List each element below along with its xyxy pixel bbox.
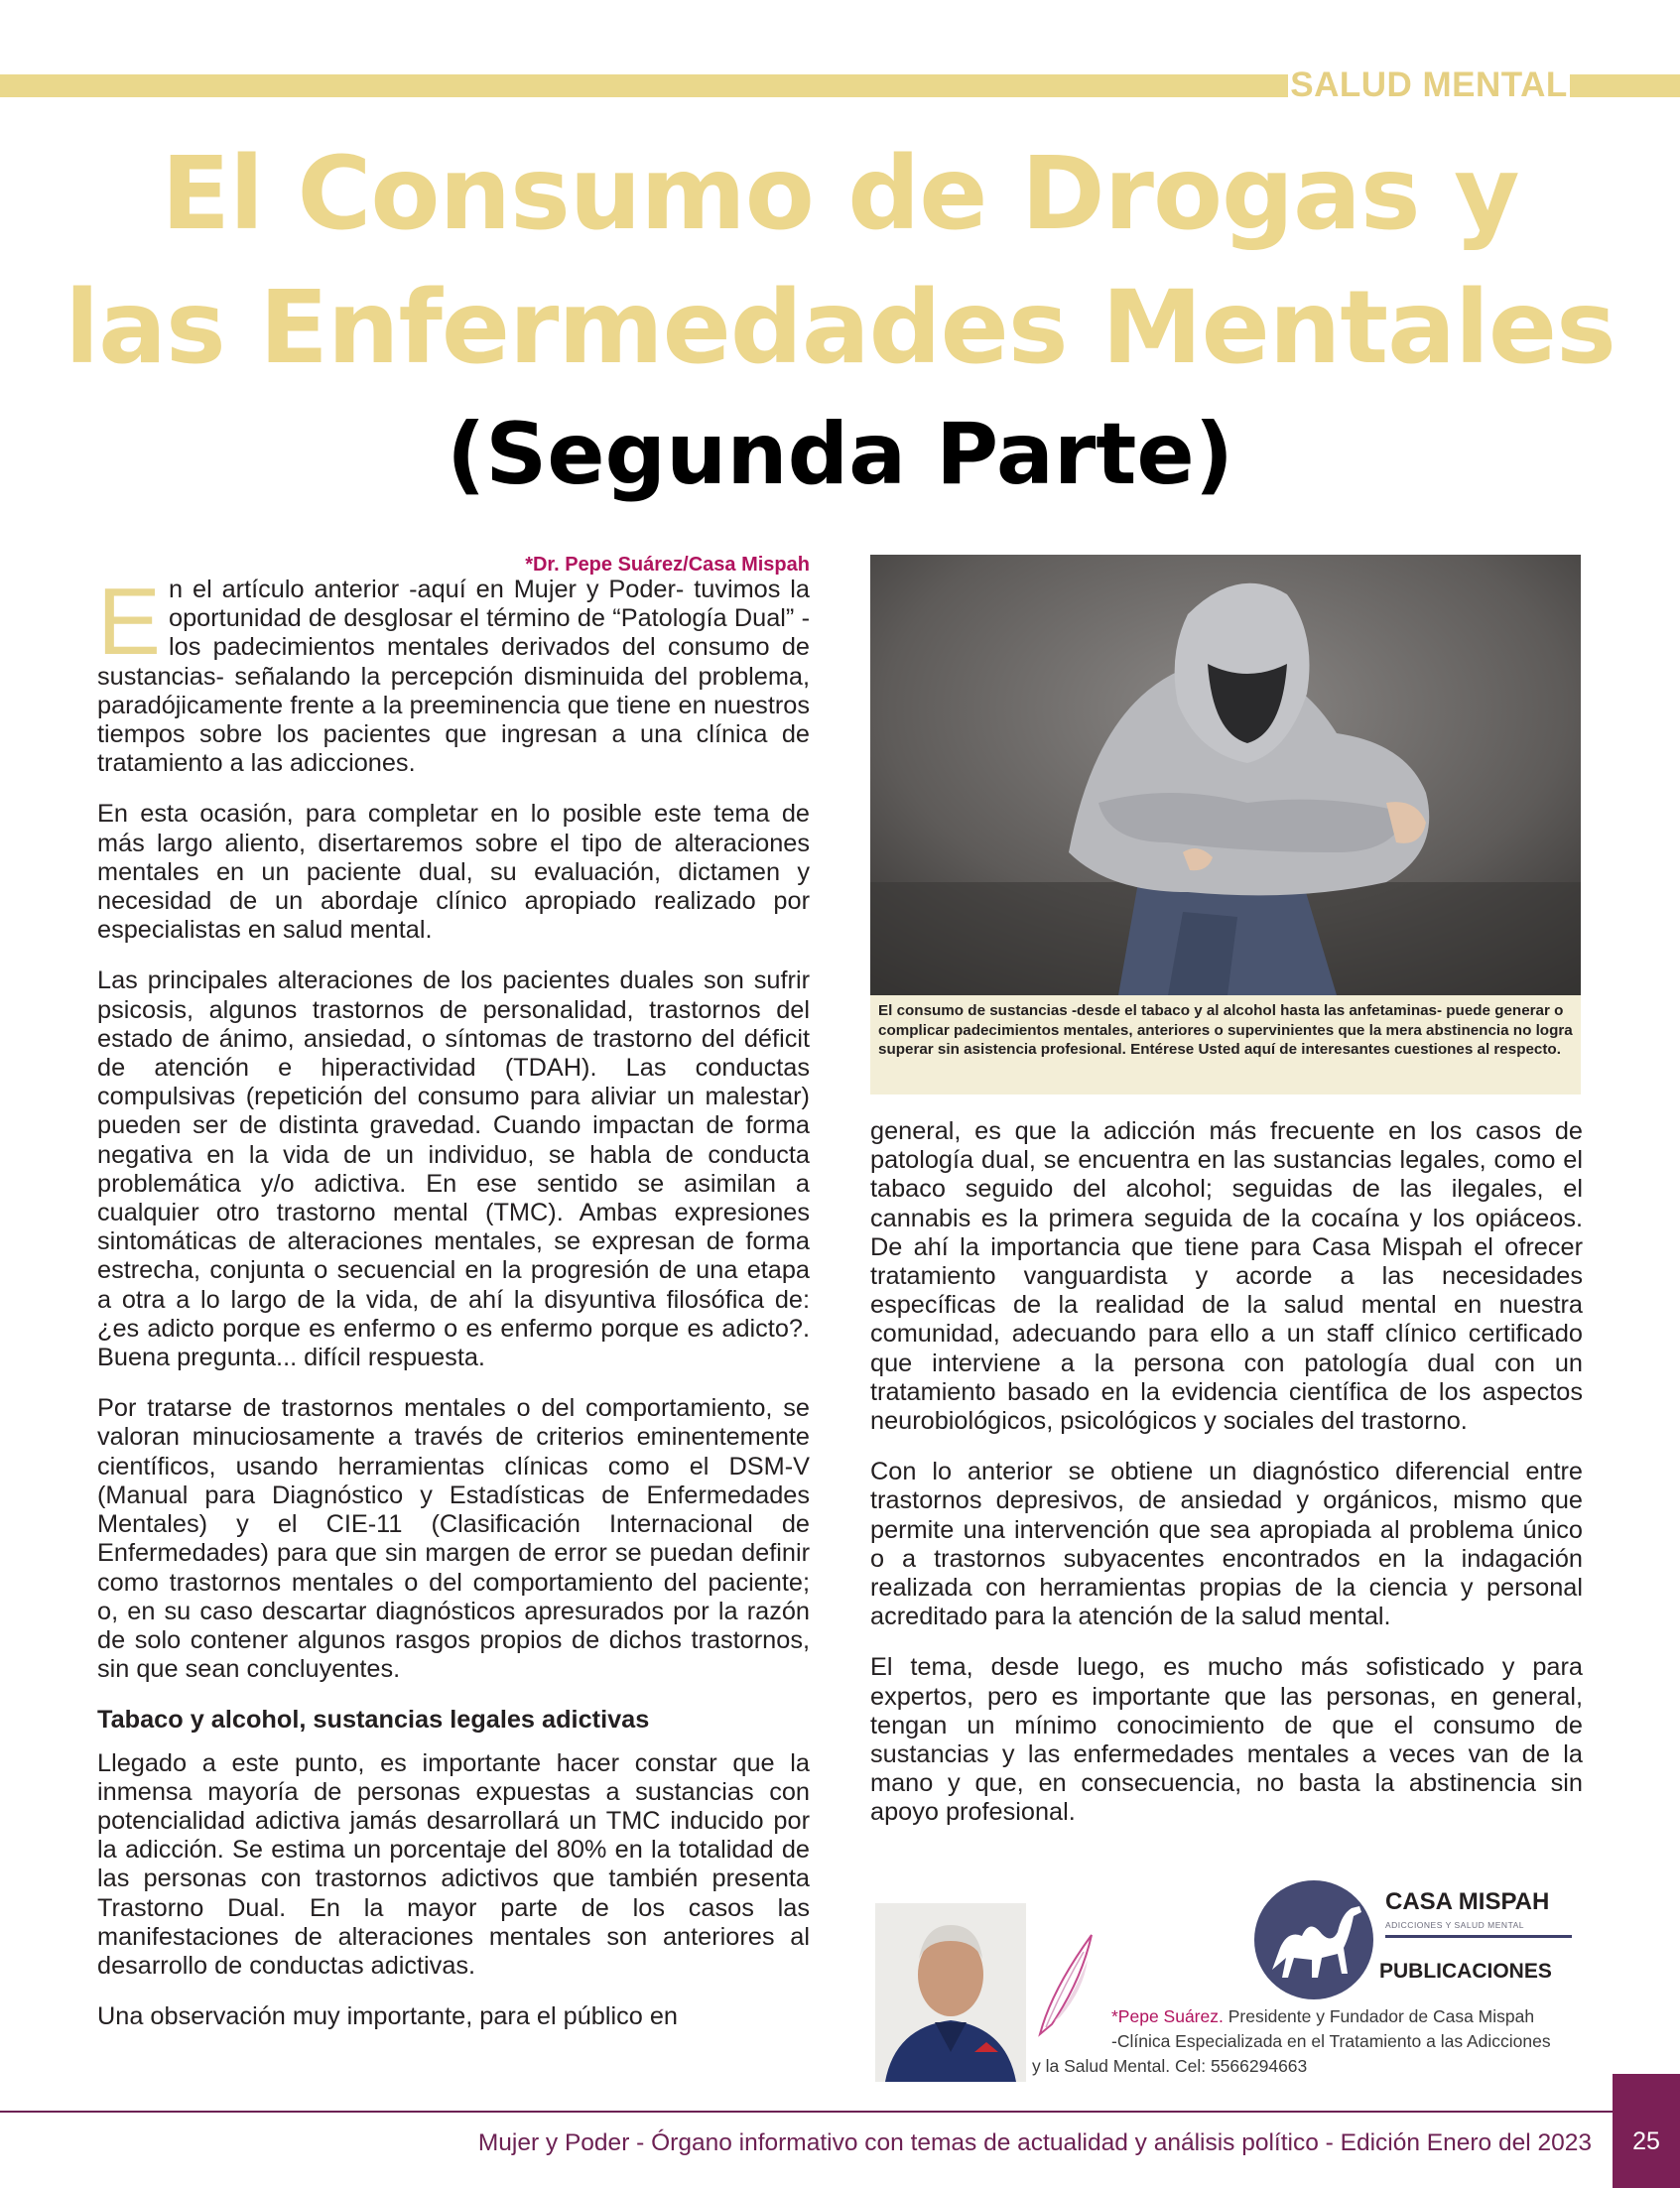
bio-line-3: y la Salud Mental. Cel: 5566294663 bbox=[1032, 2056, 1308, 2076]
paragraph-3: Las principales alteraciones de los pacientes duales son sufrir psicosis, algunos trastornos de personalidad, trastornos del estado de ánimo, ansiedad, o síntomas de trastorno del déficit de atención e hiperactividad (TDAH). Las conductas compulsivas (repetición del consumo para aliviar un malestar) pueden ser de distinta gravedad. Cuando impactan de forma negativa en la vida de un individuo, se habla de conducta problemática y/o adictiva. En ese sentido se asimilan a cualquier otro trastorno mental (TMC). Ambas expresiones sintomáticas de alteraciones mentales, se expresan de forma estrecha, conjunta o secuencial en la progresión de una etapa a otra a lo largo de la vida, de ahí la disyuntiva filosófica de: ¿es adicto porque es enfermo o es enfermo porque es adicto?. Buena pregunta... difícil respuesta. bbox=[97, 966, 810, 1372]
paragraph-9: El tema, desde luego, es mucho más sofisticado y para expertos, pero es importante que las personas, en general, tengan un mínimo conocimiento de que el consumo de sustancias y las enfermedades mentales a veces van de la mano y que, en consecuencia, no basta la abstinencia sin apoyo profesional. bbox=[870, 1653, 1583, 1827]
article-column-left bbox=[97, 569, 810, 2053]
article-subtitle: (Segunda Parte) bbox=[446, 405, 1234, 504]
drop-cap: E bbox=[97, 569, 162, 675]
bio-line-1: Presidente y Fundador de Casa Mispah bbox=[1223, 2006, 1535, 2026]
header-rule-right bbox=[1570, 74, 1680, 97]
paragraph-2: En esta ocasión, para completar en lo posible este tema de más largo aliento, disertaremos sobre el tipo de alteraciones mentales en un paciente dual, su evaluación, dictamen y necesidad de un abordaje clínico apropiado realizado por especialistas en salud mental. bbox=[97, 800, 810, 945]
paragraph-6: Una observación muy importante, para el público en bbox=[97, 2002, 678, 2031]
paragraph-1: En el artículo anterior -aquí en Mujer y Poder- tuvimos la oportunidad de desglosar el término de “Patología Dual” -los padecimientos mentales derivados del consumo de sustancias- señalando la percepción disminuida del problema, paradójicamente frente a la preeminencia que tiene en nuestros tiempos sobre los pacientes que ingresan a una clínica de tratamiento a las adicciones. bbox=[97, 569, 810, 778]
bio-name: *Pepe Suárez. bbox=[1111, 2006, 1224, 2026]
paragraph-8: Con lo anterior se obtiene un diagnóstico diferencial entre trastornos depresivos, de ansiedad y orgánicos, mismo que permite una intervención que sea apropiada al problema único o a trastornos subyacentes encontrados en la indagación realizada con herramientas propias de la ciencia y personal acreditado para la atención de la salud mental. bbox=[870, 1458, 1583, 1631]
author-byline: *Dr. Pepe Suárez/Casa Mispah bbox=[525, 554, 810, 576]
page-number: 25 bbox=[1632, 2127, 1660, 2155]
bio-line-2: -Clínica Especializada en el Tratamiento a las Adicciones bbox=[1111, 2031, 1551, 2051]
camel-logo-icon bbox=[1252, 1878, 1381, 2001]
logo-name: CASA MISPAH bbox=[1385, 1888, 1550, 1915]
paragraph-5: Llegado a este punto, es importante hacer constar que la inmensa mayoría de personas expuestas a sustancias con potencialidad adictiva jamás desarrollará un TMC inducido por la adicción. Se estima un porcentaje del 80% en la totalidad de las personas con trastornos adictivos que también presenta Trastorno Dual. En la mayor parte de los casos las manifestaciones de alteraciones mentales son anteriores al desarrollo de conductas adictivas. bbox=[97, 1748, 810, 1980]
logo-tagline: ADICCIONES Y SALUD MENTAL bbox=[1385, 1920, 1525, 1930]
photo-caption: El consumo de sustancias -desde el tabaco y al alcohol hasta las anfetaminas- puede generar o complicar padecimientos mentales, anteriores o supervinientes que la mera abstinencia no logra superar sin asistencia profesional. Entérese Usted aquí de interesantes cuestiones al respecto. bbox=[870, 995, 1581, 1094]
hooded-person-photo bbox=[870, 555, 1581, 995]
article-title-line-1: El Consumo de Drogas y bbox=[161, 135, 1519, 253]
paragraph-7: general, es que la adicción más frecuente en los casos de patología dual, se encuentra en las sustancias legales, como el tabaco seguido del alcohol; seguidas de las ilegales, el cannabis es la primera seguida de la cocaína y los opiáceos. De ahí la importancia que tiene para Casa Mispah el ofrecer tratamiento vanguardista y acorde a las necesidades específicas de la realidad de la salud mental en nuestra comunidad, adecuando para ello a un staff clínico certificado que interviene a la persona con patología dual con un tratamiento basado en la evidencia científica de los aspectos neurobiológicos, psicológicos y sociales del trastorno. bbox=[870, 1117, 1583, 1436]
section-label: SALUD MENTAL bbox=[1290, 65, 1568, 104]
author-photo bbox=[875, 1903, 1026, 2082]
footer-rule bbox=[0, 2111, 1613, 2113]
logo-publications: PUBLICACIONES bbox=[1379, 1960, 1552, 1983]
section-subheading: Tabaco y alcohol, sustancias legales adictivas bbox=[97, 1706, 650, 1735]
author-bio bbox=[1032, 2004, 1588, 2079]
logo-divider bbox=[1385, 1935, 1572, 1938]
header-rule-left bbox=[0, 74, 1288, 97]
casa-mispah-logo bbox=[1252, 1878, 1580, 2001]
footer-text: Mujer y Poder - Órgano informativo con temas de actualidad y análisis político - Edición Enero del 2023 bbox=[477, 2129, 1592, 2156]
article-column-right bbox=[870, 1117, 1583, 1850]
article-title-line-2: las Enfermedades Mentales bbox=[65, 269, 1615, 387]
paragraph-4: Por tratarse de trastornos mentales o del comportamiento, se valoran minuciosamente a través de criterios eminentemente científicos, usando herramientas clínicas como el DSM-V (Manual para Diagnóstico y Estadísticas de Enfermedades Mentales) y el CIE-11 (Clasificación Internacional de Enfermedades) para que sin margen de error se puedan definir como trastornos mentales o del comportamiento del paciente; o, en su caso descartar diagnósticos apresurados por la razón de solo contener algunos rasgos propios de dichos trastornos, sin que sean concluyentes. bbox=[97, 1394, 810, 1684]
